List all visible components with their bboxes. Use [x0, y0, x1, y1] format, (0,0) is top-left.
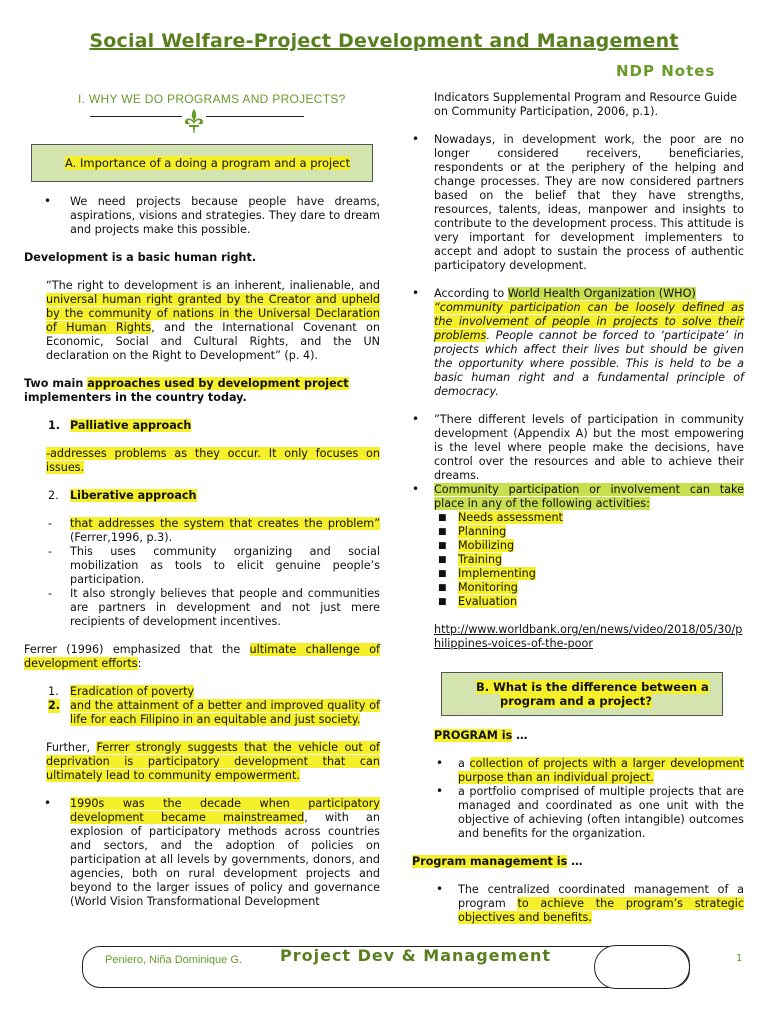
box-a-label: A. Importance of a doing a program and a project	[65, 156, 351, 170]
divider-right	[206, 116, 304, 117]
divider-left	[90, 116, 182, 117]
challenge-item-2: 2. and the attainment of a better and improved quality of life for each Filipino in an equitable and just society.	[48, 699, 380, 726]
dev-basic-right: Development is a basic human right.	[24, 251, 257, 264]
item-liberative: 2. Liberative approach	[48, 489, 197, 502]
document-subtitle: NDP Notes	[616, 62, 716, 80]
palliative-desc: -addresses problems as they occur. It only focuses on issues.	[46, 447, 380, 474]
footer-oval	[594, 945, 690, 989]
list-item: ■ Monitoring	[438, 581, 518, 594]
right-column-lower	[412, 729, 744, 925]
dash-item-3: - It also strongly believes that people and communities are partners in development and not just mere recipients of development incentives.	[48, 587, 380, 628]
pm-bullet-1: • The centralized coordinated management of a program to achieve the program’s strategic objectives and benefits.	[436, 882, 744, 924]
box-b-label: B. What is the difference between a program and a project?	[476, 680, 709, 708]
program-bullet-2: • a portfolio comprised of multiple projects that are managed and coordinated as one unit with the objective of achieving (often intangible) outcomes and benefits for the organization.	[436, 784, 744, 840]
challenge-item-1: 1. Eradication of poverty	[48, 685, 195, 698]
dash-item-1: - that addresses the system that creates the problem” (Ferrer,1996, p.3).	[48, 517, 380, 544]
list-item: ■ Needs assessment	[438, 511, 563, 524]
fleur-de-lis-icon	[182, 108, 206, 134]
item-palliative: 1. Palliative approach	[48, 419, 192, 432]
list-item: ■ Training	[438, 553, 503, 566]
list-item: ■ Mobilizing	[438, 539, 515, 552]
page-number: 1	[736, 953, 743, 964]
program-is: PROGRAM is …	[434, 729, 528, 742]
list-item: ■ Evaluation	[438, 595, 518, 608]
bullet-who: • According to World Health Organization (WHO) “community participation can be loosely defined as the involvement of people in projects to solve their problems. People cannot be forced to ‘participate’ in projects which affect their lives but should be given the opportunity where possible. This is held to be a basic human right and a fundamental principle of democracy.	[412, 286, 744, 398]
quote-right-to-development: “The right to development is an inherent, inalienable, and universal human right granted by the Creator and upheld by the community of nations in the Universal Declaration of Human Rights, and the International Covenant on Economic, Social and Cultural Rights, and the UN declaration on the Right to Development” (p. 4).	[46, 279, 380, 362]
footer-course: Project Dev & Management	[280, 946, 552, 965]
box-section-a	[31, 144, 373, 182]
bullet-nowadays: • Nowadays, in development work, the poor are no longer considered receivers, beneficiaries, respondents or at the periphery of the helping and change processes. They are now considered partners based on the belief that they have strengths, resources, talents, ideas, manpower and insights to contribute to the development process. This attitude is very important for development implementers to accept and adopt to sustain the process of authentic participatory development.	[412, 132, 744, 272]
left-column	[24, 195, 380, 909]
citation-continued: Indicators Supplemental Program and Resource Guide on Community Participation, 2006, p.1).	[434, 91, 738, 118]
list-item: ■ Planning	[438, 525, 507, 538]
bullet-levels: • ”There different levels of participation in community development (Appendix A) but the most empowering is the level where people make the decisions, have control over the resources and able to achieve their dreams.	[412, 412, 744, 482]
program-bullet-1: • a collection of projects with a larger development purpose than an individual project.	[436, 756, 744, 784]
ferrer-paragraph: Ferrer (1996) emphasized that the ultimate challenge of development efforts:	[24, 643, 380, 670]
footer-author: Peniero, Niña Dominique G.	[105, 954, 242, 966]
box-section-b	[441, 672, 723, 716]
right-column	[412, 91, 744, 651]
program-management-is: Program management is …	[412, 855, 583, 868]
bullet-1990s: • 1990s was the decade when participatory development became mainstreamed, with an explosion of participatory methods across countries and sectors, and the adoption of policies on participation at all levels by governments, donors, and agencies, both on rural development projects and beyond to the larger issues of policy and governance (World Vision Transformational Development	[44, 796, 380, 908]
list-item: ■ Implementing	[438, 567, 536, 580]
bullet-projects: • We need projects because people have dreams, aspirations, visions and strategies. They dare to dream and projects make this possible.	[44, 194, 380, 236]
worldbank-link[interactable]: http://www.worldbank.org/en/news/video/2018/05/30/philippines-voices-of-the-poor	[434, 623, 743, 650]
bullet-community-participation: • Community participation or involvement can take place in any of the following activities:	[412, 482, 744, 510]
activities-list	[412, 511, 744, 609]
two-main-approaches: Two main approaches used by development project implementers in the country today.	[24, 377, 349, 404]
dash-item-2: - This uses community organizing and social mobilization as tools to elicit genuine people’s participation.	[48, 545, 380, 586]
section-heading: I. WHY WE DO PROGRAMS AND PROJECTS?	[78, 92, 346, 106]
document-title: Social Welfare-Project Development and Management	[89, 30, 679, 52]
further-paragraph: Further, Ferrer strongly suggests that the vehicle out of deprivation is participatory development that can ultimately lead to community empowerment.	[46, 741, 380, 782]
